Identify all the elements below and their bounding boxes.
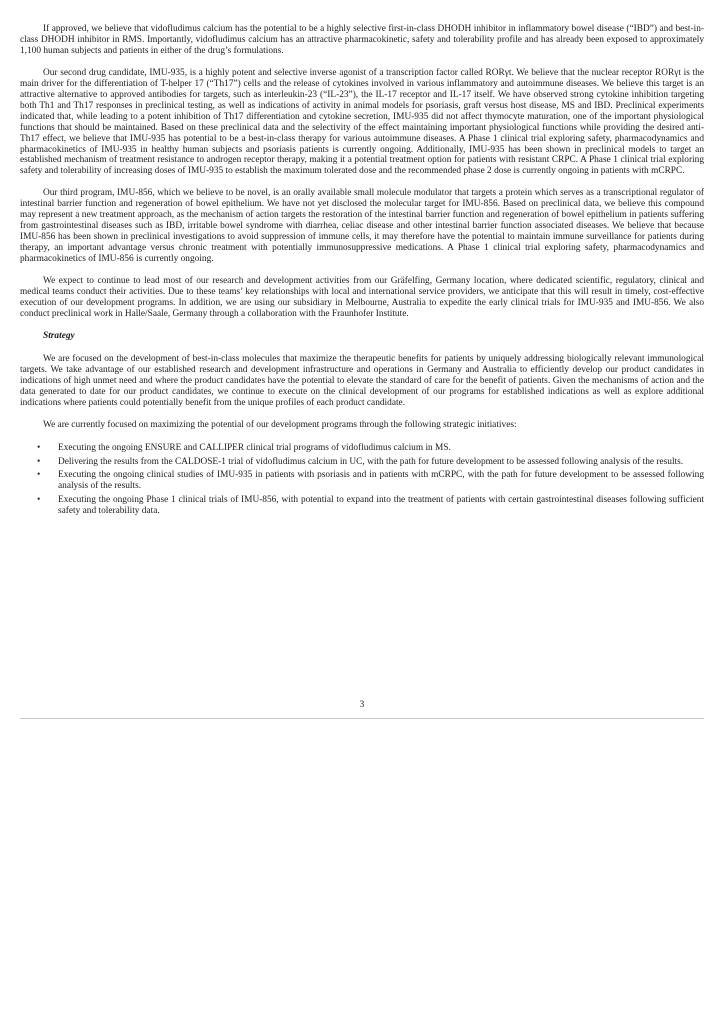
list-item <box>20 457 704 468</box>
paragraph-strategy-focus: We are focused on the development of best-in-class molecules that maximize the therapeutic benefits for patients by uniquely addressing biologically relevant immunological targets. We take advantage of our established research and development infrastructure and operations in Germany and Australia to efficiently develop our product candidates in indications of high unmet need and where the product candidates have the potential to elevate the standard of care for the benefit of patients. Given the mechanisms of action and the data generated to date for our product candidates, we continue to execute on the clinical development of our programs for established indications as well as explore additional indications where patients could potentially benefit from the unique profiles of each product candidate. <box>20 353 704 408</box>
list-item <box>20 470 704 492</box>
paragraph-strategy-initiatives-intro: We are currently focused on maximizing the potential of our development programs through the following strategic initiatives: <box>43 419 517 430</box>
list-item-text: Executing the ongoing Phase 1 clinical trials of IMU-856, with potential to expand into the treatment of patients with certain gastrointestinal diseases following sufficient safety and tolerability data. <box>58 495 704 517</box>
bullet-icon: • <box>37 470 41 481</box>
paragraph-imu-935: Our second drug candidate, IMU-935, is a highly potent and selective inverse agonist of a transcription factor called RORγt. We believe that the nuclear receptor RORγt is the main driver for the differentiation of T-helper 17 (“Th17”) cells and the release of cytokines involved in various inflammatory and autoimmune diseases. We believe this target is an attractive alternative to approved antibodies for targets, such as interleukin-23 (“IL-23”), the IL-17 receptor and IL-17 itself. We have observed strong cytokine inhibition targeting both Th1 and Th17 responses in preclinical testing, as well as indications of activity in animal models for psoriasis, graft versus host disease, MS and IBD. Preclinical experiments indicated that, while leading to a potent inhibition of Th17 differentiation and cytokine secretion, IMU-935 did not affect thymocyte maturation, one of the important physiological functions that should be maintained. Based on these preclinical data and the selectivity of the effect maintaining important physiological functions while providing the desired anti-Th17 effect, we believe that IMU-935 has potential to be a best-in-class therapy for various autoimmune diseases. A Phase 1 clinical trial exploring safety, pharmacodynamics and pharmacokinetics of IMU-935 in healthy human subjects and psoriasis patients is currently ongoing. Additionally, IMU-935 has been shown in preclinical models to target an established mechanism of treatment resistance to androgen receptor therapy, making it a potential treatment option for patients with resistant CRPC. A Phase 1 clinical trial exploring safety and tolerability of increasing doses of IMU-935 to establish the maximum tolerated dose and the recommended phase 2 dose is currently ongoing in patients with mCRPC. <box>20 67 704 177</box>
list-item <box>20 495 704 517</box>
list-item <box>20 443 704 454</box>
paragraph-vidofludimus-approval: If approved, we believe that vidofludimus calcium has the potential to be a highly selective first-in-class DHODH inhibitor in inflammatory bowel disease (“IBD”) and best-in-class DHODH inhibitor in RMS. Importantly, vidofludimus calcium has an attractive pharmacokinetic, safety and tolerability profile and has already been exposed to approximately 1,100 human subjects and patients in either of the drug’s formulations. <box>20 24 704 56</box>
page-divider <box>20 718 704 719</box>
bullet-icon: • <box>37 456 41 467</box>
list-item-text: Executing the ongoing clinical studies of IMU-935 in patients with psoriasis and in patients with mCRPC, with the path for future development to be assessed following analysis of the results. <box>58 470 704 492</box>
paragraph-imu-856: Our third program, IMU-856, which we believe to be novel, is an orally available small molecule modulator that targets a protein which serves as a transcriptional regulator of intestinal barrier function and regeneration of bowel epithelium. We have not yet disclosed the molecular target for IMU-856. Based on preclinical data, we believe this compound may represent a new treatment approach, as the mechanism of action targets the restoration of the intestinal barrier function and regeneration of bowel epithelium in patients suffering from gastrointestinal diseases such as IBD, irritable bowel syndrome with diarrhea, celiac disease and other intestinal barrier function associated diseases. We believe that because IMU-856 has been shown in preclinical investigations to avoid suppression of immune cells, it may therefore have the potential to maintain immune surveillance for patients during therapy, an important advantage versus chronic treatment with potentially immunosuppressive medications. A Phase 1 clinical trial exploring safety, pharmacodynamics and pharmacokinetics of IMU-856 is currently ongoing. <box>20 188 704 265</box>
strategy-heading: Strategy <box>43 330 75 341</box>
strategic-initiatives-list <box>20 443 704 518</box>
bullet-icon: • <box>37 495 41 506</box>
page-number: 3 <box>359 700 365 710</box>
list-item-text: Delivering the results from the CALDOSE-1 trial of vidofludimus calcium in UC, with the path for future development to be assessed following analysis of the results. <box>58 456 684 467</box>
bullet-icon: • <box>37 442 41 453</box>
paragraph-research-locations: We expect to continue to lead most of our research and development activities from our Gräfelfing, Germany location, where dedicated scientific, regulatory, clinical and medical teams conduct their activities. Due to these teams’ key relationships with local and international service providers, we anticipate that this will result in timely, cost-effective execution of our development programs. In addition, we are using our subsidiary in Melbourne, Australia to expedite the early clinical trials for IMU-935 and IMU-856. We also conduct preclinical work in Halle/Saale, Germany through a collaboration with the Fraunhofer Institute. <box>20 276 704 319</box>
list-item-text: Executing the ongoing ENSURE and CALLIPER clinical trial programs of vidofludimus calcium in MS. <box>58 442 451 453</box>
document-page <box>20 24 704 520</box>
